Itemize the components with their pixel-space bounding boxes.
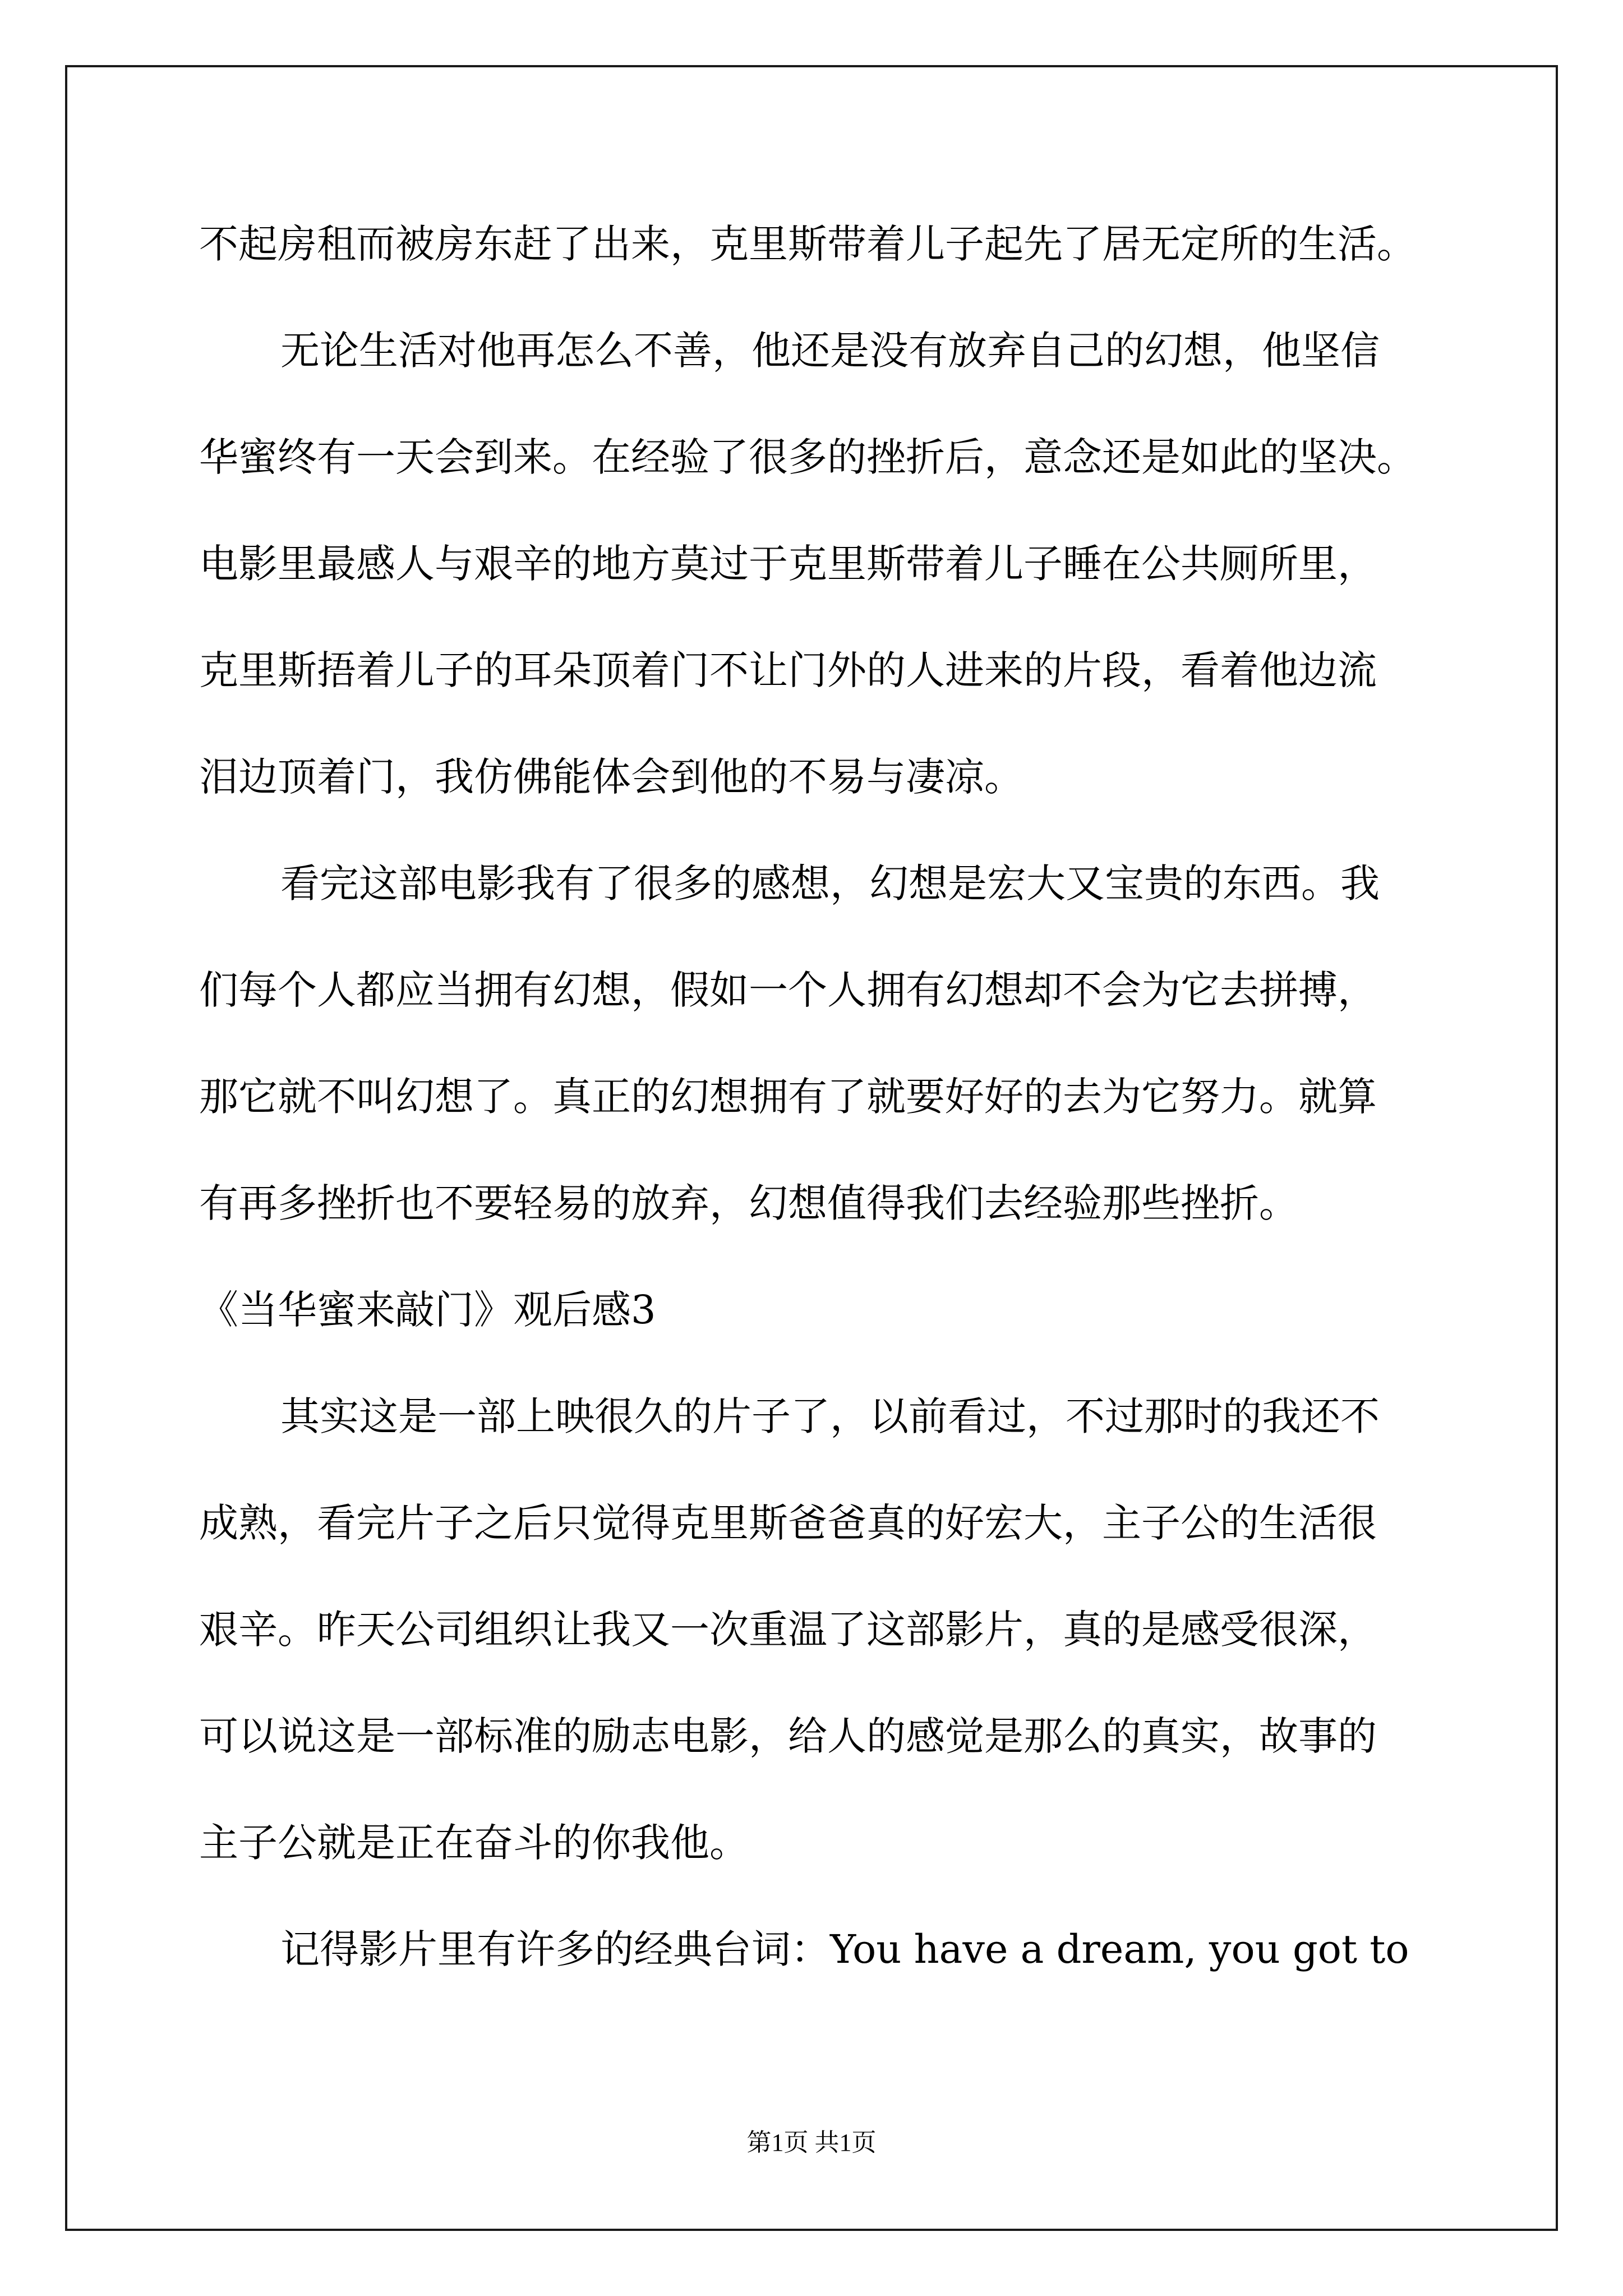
text-line: 泪边顶着门，我仿佛能体会到他的不易与凄凉。 xyxy=(199,754,1023,800)
page-border xyxy=(65,65,1558,2231)
text-line: 艰辛。昨天公司组织让我又一次重温了这部影片，真的是感受很深， xyxy=(199,1607,1377,1653)
paragraph-first-line: 记得影片里有许多的经典台词：You have a dream, you got to xyxy=(280,1926,1409,1972)
text-line: 可以说这是一部标准的励志电影，给人的感觉是那么的真实，故事的 xyxy=(199,1713,1377,1759)
text-line: 不起房租而被房东赶了出来，克里斯带着儿子起先了居无定所的生活。 xyxy=(199,221,1416,267)
paragraph-first-line: 其实这是一部上映很久的片子了，以前看过，不过那时的我还不 xyxy=(280,1393,1380,1439)
text-line: 克里斯捂着儿子的耳朵顶着门不让门外的人进来的片段，看着他边流 xyxy=(199,647,1377,693)
text-line: 们每个人都应当拥有幻想，假如一个人拥有幻想却不会为它去拼搏， xyxy=(199,967,1377,1013)
text-line: 成熟，看完片子之后只觉得克里斯爸爸真的好宏大，主子公的生活很 xyxy=(199,1500,1377,1546)
text-line: 华蜜终有一天会到来。在经验了很多的挫折后，意念还是如此的坚决。 xyxy=(199,434,1416,480)
section-heading: 《当华蜜来敲门》观后感3 xyxy=(199,1287,656,1333)
text-line: 那它就不叫幻想了。真正的幻想拥有了就要好好的去为它努力。就算 xyxy=(199,1074,1377,1120)
paragraph-first-line: 看完这部电影我有了很多的感想，幻想是宏大又宝贵的东西。我 xyxy=(280,861,1380,907)
text-line: 主子公就是正在奋斗的你我他。 xyxy=(199,1820,749,1866)
text-line: 有再多挫折也不要轻易的放弃，幻想值得我们去经验那些挫折。 xyxy=(199,1180,1298,1226)
page-footer: 第1页 共1页 xyxy=(746,2129,877,2156)
paragraph-first-line: 无论生活对他再怎么不善，他还是没有放弃自己的幻想，他坚信 xyxy=(280,328,1380,374)
text-line: 电影里最感人与艰辛的地方莫过于克里斯带着儿子睡在公共厕所里， xyxy=(199,541,1377,587)
